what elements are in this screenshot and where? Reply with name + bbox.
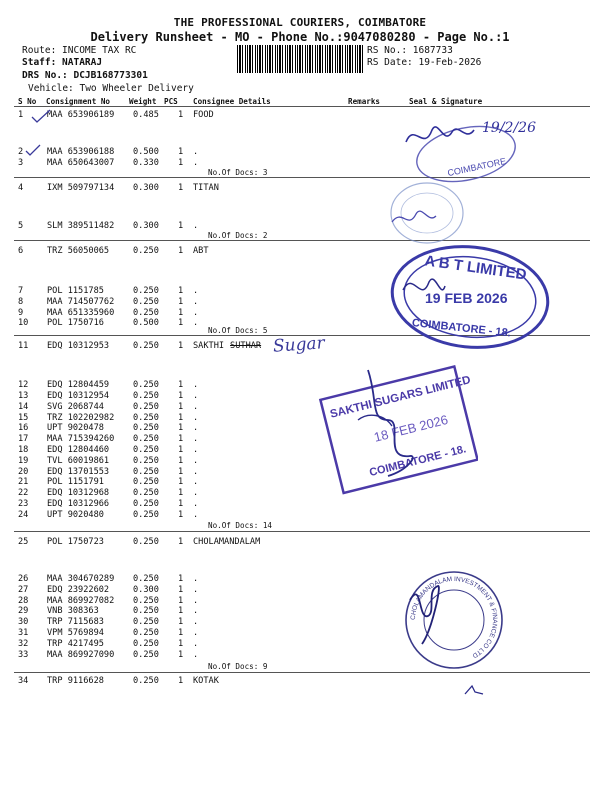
row-sno: 12 xyxy=(18,380,29,390)
row-consignee: . xyxy=(193,650,199,660)
row-pcs: 1 xyxy=(178,467,184,477)
row-consignment-no: UPT 9020478 xyxy=(47,423,104,433)
rs-number: RS No.: 1687733 xyxy=(367,45,453,56)
row-weight: 0.250 xyxy=(133,246,159,256)
row-consignment-no: TVL 60019861 xyxy=(47,456,110,466)
food-stamp-date: 19/2/26 xyxy=(482,120,536,136)
row-weight: 0.250 xyxy=(133,499,159,509)
row-consignment-no: VNB 308363 xyxy=(47,606,99,616)
row-weight: 0.250 xyxy=(133,676,159,686)
row-consignee: FOOD xyxy=(193,110,214,120)
col-pcs: PCS xyxy=(164,97,178,106)
row-pcs: 1 xyxy=(178,183,184,193)
row-sno: 5 xyxy=(18,221,24,231)
row-weight: 0.250 xyxy=(133,574,159,584)
table-row xyxy=(0,391,600,402)
row-consignee: SAKTHI xyxy=(193,341,225,351)
row-consignment-no: EDQ 10312953 xyxy=(47,341,110,351)
row-consignment-no: TRZ 102202982 xyxy=(47,413,115,423)
row-consignee: . xyxy=(193,402,199,412)
row-consignee: . xyxy=(193,158,199,168)
row-consignee: . xyxy=(193,617,199,627)
titan-stamp xyxy=(382,178,472,248)
row-weight: 0.250 xyxy=(133,445,159,455)
abt-limited-stamp xyxy=(385,240,555,355)
row-pcs: 1 xyxy=(178,402,184,412)
row-consignment-no: MAA 653906189 xyxy=(47,110,115,120)
staff-label: Staff: NATARAJ xyxy=(22,57,103,68)
doc-count-group-2: No.Of Docs: 2 xyxy=(208,231,268,240)
table-row xyxy=(0,380,600,391)
doc-count-group-3: No.Of Docs: 5 xyxy=(208,326,268,335)
row-consignee: . xyxy=(193,147,199,157)
tick-mark-icon xyxy=(24,143,42,157)
row-sno: 31 xyxy=(18,628,29,638)
row-weight: 0.250 xyxy=(133,413,159,423)
row-pcs: 1 xyxy=(178,341,184,351)
row-weight: 0.250 xyxy=(133,639,159,649)
sakthi-stamp-date: 18 FEB 2026 xyxy=(372,411,450,445)
abt-stamp-date: 19 FEB 2026 xyxy=(425,290,508,306)
row-pcs: 1 xyxy=(178,221,184,231)
table-row xyxy=(0,221,600,232)
row-sno: 10 xyxy=(18,318,29,328)
row-sno: 7 xyxy=(18,286,24,296)
row-consignee: . xyxy=(193,434,199,444)
row-pcs: 1 xyxy=(178,499,184,509)
row-consignment-no: MAA 869927090 xyxy=(47,650,115,660)
row-pcs: 1 xyxy=(178,456,184,466)
row-sno: 1 xyxy=(18,110,24,120)
row-consignee: . xyxy=(193,391,199,401)
row-consignment-no: MAA 653906188 xyxy=(47,147,115,157)
table-row xyxy=(0,434,600,445)
row-sno: 33 xyxy=(18,650,29,660)
row-weight: 0.250 xyxy=(133,617,159,627)
row-consignment-no: TRP 9116628 xyxy=(47,676,104,686)
row-consignment-no: EDQ 10312954 xyxy=(47,391,110,401)
route-label: Route: INCOME TAX RC xyxy=(22,45,137,56)
row-weight: 0.250 xyxy=(133,596,159,606)
doc-count-group-5: No.Of Docs: 9 xyxy=(208,662,268,671)
row-pcs: 1 xyxy=(178,445,184,455)
row-consignee: . xyxy=(193,221,199,231)
row-weight: 0.300 xyxy=(133,221,159,231)
col-consignee: Consignee Details xyxy=(193,97,271,106)
row-weight: 0.250 xyxy=(133,380,159,390)
col-sno: S No xyxy=(18,97,37,106)
vehicle-label: Vehicle: Two Wheeler Delivery xyxy=(28,83,194,94)
row-consignment-no: TRP 7115683 xyxy=(47,617,104,627)
row-consignment-no: MAA 304670289 xyxy=(47,574,115,584)
row-consignee: KOTAK xyxy=(193,676,219,686)
svg-text:CHOLAMANDALAM INVESTMENT & FIN xyxy=(410,576,498,659)
row-sno: 21 xyxy=(18,477,29,487)
row-sno: 32 xyxy=(18,639,29,649)
row-weight: 0.500 xyxy=(133,147,159,157)
barcode-icon xyxy=(237,45,363,73)
row-weight: 0.485 xyxy=(133,110,159,120)
doc-count-group-4: No.Of Docs: 14 xyxy=(208,521,273,530)
row-consignment-no: MAA 869927082 xyxy=(47,596,115,606)
row-weight: 0.250 xyxy=(133,456,159,466)
row-consignee: . xyxy=(193,574,199,584)
header-rule xyxy=(14,106,590,107)
row-weight: 0.250 xyxy=(133,308,159,318)
row-consignee: ABT xyxy=(193,246,209,256)
row-consignment-no: POL 1151791 xyxy=(47,477,104,487)
runsheet-title: Delivery Runsheet - MO - Phone No.:9047080280 - Page No.:1 xyxy=(90,30,510,44)
row-sno: 18 xyxy=(18,445,29,455)
row-sno: 29 xyxy=(18,606,29,616)
sakthi-sugars-stamp xyxy=(318,360,478,500)
row-pcs: 1 xyxy=(178,537,184,547)
row-sno: 14 xyxy=(18,402,29,412)
table-row xyxy=(0,456,600,467)
tick-mark-icon xyxy=(30,108,52,124)
kotak-mark-icon xyxy=(462,682,486,698)
row-sno: 23 xyxy=(18,499,29,509)
row-sno: 3 xyxy=(18,158,24,168)
row-consignee: . xyxy=(193,413,199,423)
row-sno: 34 xyxy=(18,676,29,686)
row-weight: 0.250 xyxy=(133,467,159,477)
row-consignee: . xyxy=(193,488,199,498)
table-row xyxy=(0,488,600,499)
row-consignee: . xyxy=(193,606,199,616)
row-sno: 19 xyxy=(18,456,29,466)
row-sno: 30 xyxy=(18,617,29,627)
row-sno: 26 xyxy=(18,574,29,584)
drs-number: DRS No.: DCJB168773301 xyxy=(22,70,148,81)
row-consignee: . xyxy=(193,510,199,520)
row-consignee: TITAN xyxy=(193,183,219,193)
row-weight: 0.250 xyxy=(133,477,159,487)
row-sno: 25 xyxy=(18,537,29,547)
row-consignment-no: EDQ 10312966 xyxy=(47,499,110,509)
row-sno: 2 xyxy=(18,147,24,157)
row-sno: 13 xyxy=(18,391,29,401)
row-sno: 17 xyxy=(18,434,29,444)
row-weight: 0.250 xyxy=(133,510,159,520)
row-consignment-no: TRZ 56050065 xyxy=(47,246,110,256)
row-consignee: . xyxy=(193,318,199,328)
row-consignee: CHOLAMANDALAM xyxy=(193,537,261,547)
table-row xyxy=(0,537,600,548)
row-consignment-no: MAA 651335960 xyxy=(47,308,115,318)
row-consignment-no: MAA 714507762 xyxy=(47,297,115,307)
col-weight: Weight xyxy=(129,97,157,106)
row-consignee: . xyxy=(193,467,199,477)
row-pcs: 1 xyxy=(178,488,184,498)
row-weight: 0.250 xyxy=(133,537,159,547)
row-sno: 27 xyxy=(18,585,29,595)
row-consignment-no: VPM 5769894 xyxy=(47,628,104,638)
row-consignee: . xyxy=(193,628,199,638)
row-consignee-struck: SUTHAR xyxy=(230,341,262,351)
col-remarks: Remarks xyxy=(348,97,381,106)
chola-stamp-text: CHOLAMANDALAM INVESTMENT & FINANCE CO LTD xyxy=(409,575,499,659)
row-weight: 0.250 xyxy=(133,297,159,307)
row-pcs: 1 xyxy=(178,434,184,444)
row-consignee: . xyxy=(193,639,199,649)
row-pcs: 1 xyxy=(178,297,184,307)
row-weight: 0.300 xyxy=(133,585,159,595)
row-sno: 15 xyxy=(18,413,29,423)
sakthi-stamp-place: COIMBATORE - 18. xyxy=(368,443,468,479)
row-sno: 20 xyxy=(18,467,29,477)
row-pcs: 1 xyxy=(178,510,184,520)
row-weight: 0.250 xyxy=(133,488,159,498)
row-consignment-no: POL 1750716 xyxy=(47,318,104,328)
row-pcs: 1 xyxy=(178,413,184,423)
row-consignment-no: MAA 650643007 xyxy=(47,158,115,168)
row-pcs: 1 xyxy=(178,147,184,157)
company-name: THE PROFESSIONAL COURIERS, COIMBATORE xyxy=(173,16,427,29)
row-sno: 9 xyxy=(18,308,24,318)
col-seal-signature: Seal & Signature xyxy=(409,97,483,106)
row-sno: 28 xyxy=(18,596,29,606)
row-weight: 0.250 xyxy=(133,628,159,638)
row-weight: 0.250 xyxy=(133,650,159,660)
row-consignee: . xyxy=(193,423,199,433)
row-consignee: . xyxy=(193,456,199,466)
row-weight: 0.250 xyxy=(133,606,159,616)
cholamandalam-stamp xyxy=(392,560,512,680)
row-consignee: . xyxy=(193,499,199,509)
row-consignee: . xyxy=(193,380,199,390)
table-row xyxy=(0,499,600,510)
row-weight: 0.500 xyxy=(133,318,159,328)
row-pcs: 1 xyxy=(178,617,184,627)
row-pcs: 1 xyxy=(178,318,184,328)
row-pcs: 1 xyxy=(178,391,184,401)
row-consignment-no: POL 1151785 xyxy=(47,286,104,296)
group-rule xyxy=(14,531,590,532)
row-consignee: . xyxy=(193,286,199,296)
handwritten-sugar: Sugar xyxy=(272,333,326,357)
row-weight: 0.300 xyxy=(133,183,159,193)
row-sno: 4 xyxy=(18,183,24,193)
row-consignment-no: EDQ 23922602 xyxy=(47,585,110,595)
row-sno: 11 xyxy=(18,341,29,351)
row-consignment-no: SLM 389511482 xyxy=(47,221,115,231)
col-consignment: Consignment No xyxy=(46,97,111,106)
row-pcs: 1 xyxy=(178,308,184,318)
row-weight: 0.250 xyxy=(133,423,159,433)
row-consignee: . xyxy=(193,596,199,606)
row-weight: 0.250 xyxy=(133,391,159,401)
row-consignment-no: EDQ 12804460 xyxy=(47,445,110,455)
row-consignee: . xyxy=(193,308,199,318)
table-row xyxy=(0,402,600,413)
row-pcs: 1 xyxy=(178,639,184,649)
row-sno: 16 xyxy=(18,423,29,433)
row-pcs: 1 xyxy=(178,676,184,686)
row-pcs: 1 xyxy=(178,286,184,296)
row-consignment-no: UPT 9020480 xyxy=(47,510,104,520)
food-stamp-place: COIMBATORE xyxy=(446,155,508,179)
row-sno: 6 xyxy=(18,246,24,256)
row-pcs: 1 xyxy=(178,596,184,606)
row-consignee-cell xyxy=(193,341,261,352)
row-pcs: 1 xyxy=(178,628,184,638)
row-consignment-no: EDQ 10312968 xyxy=(47,488,110,498)
row-consignee: . xyxy=(193,585,199,595)
row-pcs: 1 xyxy=(178,246,184,256)
row-consignment-no: MAA 715394260 xyxy=(47,434,115,444)
row-pcs: 1 xyxy=(178,574,184,584)
row-consignee: . xyxy=(193,477,199,487)
row-consignment-no: TRP 4217495 xyxy=(47,639,104,649)
table-row xyxy=(0,510,600,521)
row-pcs: 1 xyxy=(178,606,184,616)
row-weight: 0.250 xyxy=(133,434,159,444)
row-pcs: 1 xyxy=(178,477,184,487)
row-pcs: 1 xyxy=(178,380,184,390)
row-pcs: 1 xyxy=(178,650,184,660)
table-row xyxy=(0,423,600,434)
table-row xyxy=(0,477,600,488)
row-sno: 8 xyxy=(18,297,24,307)
abt-stamp-place: COIMBATORE - 18. xyxy=(411,317,512,340)
table-row xyxy=(0,445,600,456)
rs-date: RS Date: 19-Feb-2026 xyxy=(367,57,482,68)
abt-stamp-name: A B T LIMITED xyxy=(423,252,528,284)
row-pcs: 1 xyxy=(178,110,184,120)
row-consignee: . xyxy=(193,445,199,455)
doc-count-group-1: No.Of Docs: 3 xyxy=(208,168,268,177)
row-consignment-no: POL 1750723 xyxy=(47,537,104,547)
row-consignment-no: SVG 2068744 xyxy=(47,402,104,412)
row-consignment-no: EDQ 12804459 xyxy=(47,380,110,390)
row-pcs: 1 xyxy=(178,158,184,168)
sakthi-stamp-name: SAKTHI SUGARS LIMITED xyxy=(328,374,472,421)
row-pcs: 1 xyxy=(178,423,184,433)
row-sno: 22 xyxy=(18,488,29,498)
row-pcs: 1 xyxy=(178,585,184,595)
row-sno: 24 xyxy=(18,510,29,520)
row-weight: 0.250 xyxy=(133,341,159,351)
row-weight: 0.330 xyxy=(133,158,159,168)
row-consignment-no: EDQ 13701553 xyxy=(47,467,110,477)
row-weight: 0.250 xyxy=(133,402,159,412)
row-consignment-no: IXM 509797134 xyxy=(47,183,115,193)
row-weight: 0.250 xyxy=(133,286,159,296)
row-consignee: . xyxy=(193,297,199,307)
